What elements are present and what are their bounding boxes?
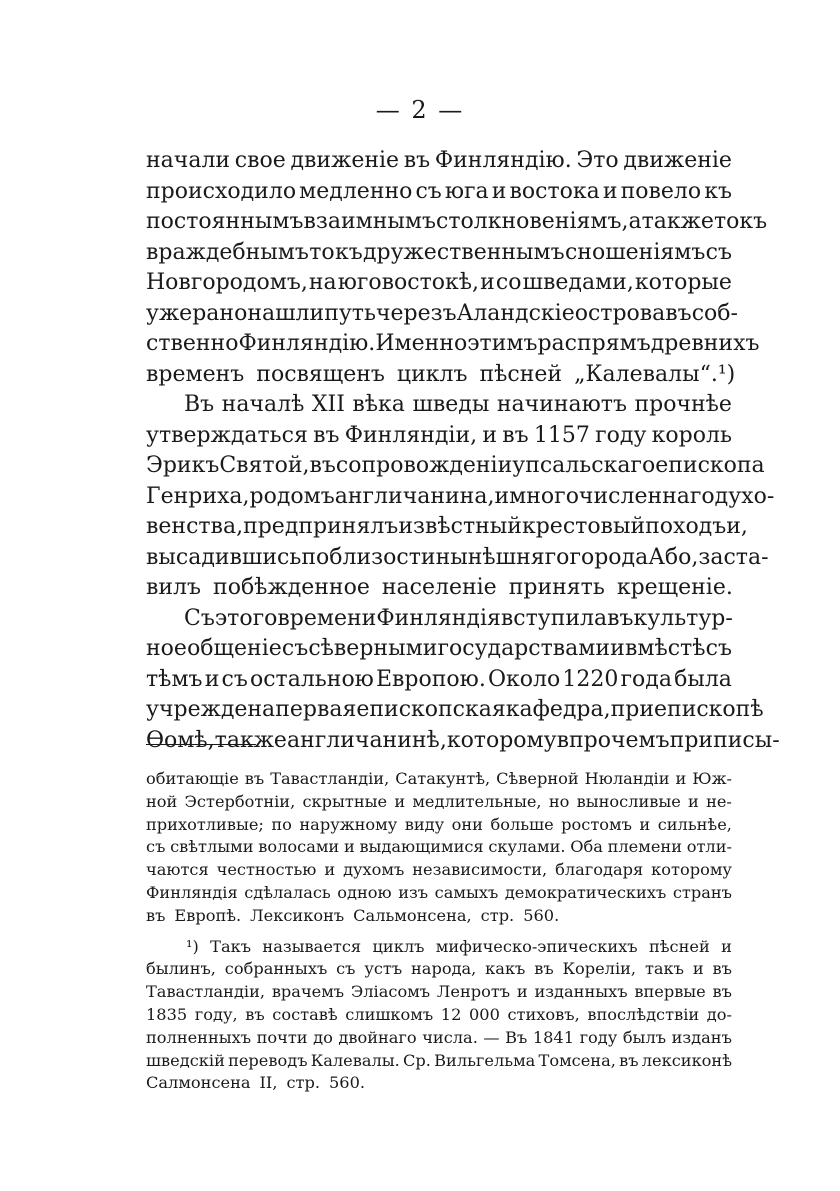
word: шведскiй [146, 1050, 225, 1070]
word: 000 [468, 1004, 500, 1024]
word: извѣстный [398, 514, 522, 539]
footnote-line [146, 958, 732, 981]
word: временъ [146, 361, 245, 387]
word: такъ [644, 959, 684, 979]
word: въ [403, 148, 431, 173]
word: Въ [184, 392, 215, 417]
word: въ [607, 605, 634, 631]
text-line [146, 207, 768, 238]
word: остальною [249, 666, 374, 692]
word: юговостокѣ, [337, 270, 480, 295]
word: къ [704, 178, 732, 204]
word: путь [324, 300, 376, 326]
word: ростомъ [561, 814, 632, 834]
paragraph-1 [146, 146, 768, 390]
word: также [214, 727, 287, 753]
word: Новгородомъ, [146, 270, 308, 295]
word: изданъ [671, 1027, 732, 1047]
word: въ [245, 1004, 265, 1024]
word: переводъ [228, 1050, 308, 1070]
word: самыхъ [434, 882, 499, 902]
word: востока [509, 178, 600, 204]
text-line [146, 512, 748, 543]
word: стр. [286, 1073, 320, 1093]
word: въ [619, 1050, 639, 1070]
word: Именно [375, 331, 468, 356]
word: государствами [437, 636, 611, 661]
word: медлительные, [412, 791, 542, 811]
word: черезъ [375, 300, 457, 326]
text-line [146, 634, 732, 665]
word: Финляндiя [146, 882, 238, 902]
page-number: — 2 — [375, 96, 465, 124]
word: то [713, 209, 740, 234]
word: ¹) [186, 936, 199, 956]
word: году [595, 422, 647, 448]
footnote-line [146, 882, 732, 905]
word: Финляндiи, [344, 422, 478, 448]
footnote-line [146, 768, 732, 791]
word: также [641, 209, 714, 234]
word: съ [705, 636, 732, 661]
word: Юж- [692, 769, 732, 788]
word: съ [281, 636, 309, 661]
word: епископѣ [654, 697, 764, 722]
word: сношенiямъ [564, 239, 706, 265]
word: Лексиконъ [250, 905, 345, 925]
word: родомъ [249, 483, 335, 509]
text-line [146, 726, 780, 757]
word: II, [259, 1073, 278, 1093]
footnote-line [146, 1050, 732, 1073]
word: врачемъ [271, 982, 345, 1002]
word: отли- [686, 837, 732, 857]
word: былинъ, [146, 959, 216, 979]
word: въ [309, 453, 336, 478]
word: юга [444, 178, 489, 204]
word: до- [706, 1004, 732, 1024]
word: Томсена, [538, 1050, 616, 1070]
word: выносливые [576, 791, 681, 811]
word: соб- [691, 300, 738, 326]
word: и [343, 837, 355, 857]
word: по [271, 814, 292, 834]
footnote-line [146, 791, 732, 814]
text-line [146, 543, 769, 574]
word: впервые [634, 982, 706, 1002]
word: начали [146, 148, 231, 173]
word: епископа [655, 453, 765, 478]
word: составѣ [272, 1004, 338, 1024]
word: Ленротъ [436, 982, 511, 1002]
word: духо- [714, 483, 775, 509]
word: Нюландiи [584, 769, 670, 788]
word: этимъ [467, 331, 538, 356]
word: взаимнымъ [303, 209, 437, 234]
word: прочнѣе [634, 392, 732, 417]
word: изъ [398, 882, 429, 902]
word: какъ [485, 959, 526, 979]
word: XII [311, 392, 345, 417]
word: и [692, 959, 704, 979]
text-line [146, 329, 760, 360]
word: въ [712, 982, 732, 1002]
word: почти [256, 1027, 308, 1047]
word: и [516, 982, 528, 1002]
word: шведами, [522, 270, 634, 295]
footnote-line [146, 936, 732, 959]
word: Эрикъ [146, 453, 220, 478]
word: по [301, 544, 330, 570]
word: слишкомъ [345, 1004, 434, 1024]
word: свѣтлыми [170, 837, 254, 857]
word: въ [665, 300, 692, 326]
word: постояннымъ [146, 209, 304, 234]
text-line [146, 482, 775, 513]
word: года [620, 666, 672, 692]
word: нынѣшняго [435, 544, 570, 570]
word: общенiе [187, 636, 282, 661]
word: утверждаться [146, 422, 308, 448]
word: впрочемъ [556, 727, 670, 753]
word: виду [404, 814, 445, 834]
word: въ [502, 422, 529, 448]
word: сдѣлалась [244, 882, 331, 902]
word: честностью [216, 860, 317, 880]
word: и [688, 791, 699, 811]
word: и [491, 178, 507, 204]
word: 560. [523, 905, 560, 925]
word: медленно [299, 178, 413, 204]
text-line [146, 695, 764, 726]
word: 12 [440, 1004, 462, 1024]
word: этого [214, 605, 278, 631]
word: выдающимися [359, 837, 484, 857]
word: съ [146, 837, 166, 857]
word: волосами [258, 837, 340, 857]
word: которому [446, 727, 557, 753]
word: году, [194, 1004, 238, 1024]
text-line [146, 146, 732, 177]
word: Тавастландiи, [146, 982, 266, 1002]
main-text [146, 146, 780, 756]
word: заста- [698, 544, 769, 570]
word: къ [334, 239, 363, 265]
word: — [483, 1027, 500, 1047]
footnotes [146, 768, 732, 1095]
word: съ [336, 959, 356, 979]
word: въ [244, 769, 265, 788]
word: съ [221, 666, 248, 692]
footnote-line [146, 905, 732, 928]
word: Такъ [210, 936, 252, 956]
text-line [146, 268, 732, 299]
text-line [146, 573, 732, 604]
word: ной [146, 791, 178, 811]
word: и, [726, 514, 748, 539]
word: Финляндiю. [238, 331, 376, 356]
word: 1841 [532, 1027, 575, 1047]
word: рано [192, 300, 248, 326]
word: вмѣстѣ [624, 636, 706, 661]
word: двойнаго [338, 1027, 417, 1047]
word: сѣверными [308, 636, 438, 661]
word: времени [277, 605, 377, 631]
word: первая [275, 697, 357, 722]
word: епископская [356, 697, 506, 722]
text-line [146, 451, 765, 482]
word: 1835 [146, 1004, 188, 1024]
word: 560. [329, 1073, 366, 1093]
word: племени [607, 837, 683, 857]
word: въ [712, 959, 732, 979]
word: то [309, 239, 335, 265]
word: съ [415, 178, 442, 204]
footnote-gap [146, 928, 732, 936]
word: при [610, 697, 655, 722]
word: скулами. [488, 837, 566, 857]
text-line [146, 390, 732, 421]
word: приписы- [669, 727, 780, 753]
word: англичанинѣ, [286, 727, 447, 753]
word: вступила [500, 605, 608, 631]
word: изданныхъ [534, 982, 628, 1002]
word: движенiе [623, 148, 732, 173]
word: острова [574, 300, 666, 326]
word: древнихъ [650, 331, 760, 356]
word: началѣ [221, 392, 305, 417]
word: полненныхъ [146, 1027, 252, 1047]
word: Сѣверной [496, 769, 579, 788]
footnote-continuation [146, 768, 732, 928]
word: благодаря [555, 860, 644, 880]
word: тѣмъ [146, 666, 203, 692]
text-line [146, 299, 738, 330]
word: на [308, 270, 337, 295]
word: принять [508, 575, 605, 600]
word: и [394, 791, 406, 811]
word: повело [620, 178, 702, 204]
word: упсальскаго [512, 453, 656, 478]
word: Сатакунтѣ, [395, 769, 491, 788]
word: Аландскiе [456, 300, 575, 326]
word: Святой, [219, 453, 310, 478]
word: и [494, 483, 510, 509]
word: Тавастландiи, [270, 769, 390, 788]
text-line [146, 177, 732, 208]
word: независимости, [412, 860, 548, 880]
word: Оба [570, 837, 603, 857]
footnote-separator [146, 744, 256, 745]
paragraph-2 [146, 390, 775, 604]
word: Элiасомъ [350, 982, 431, 1002]
word: циклъ [396, 361, 468, 387]
text-line [146, 421, 732, 452]
word: вилъ [146, 575, 202, 600]
word: посвященъ [256, 361, 385, 387]
word: и [204, 666, 220, 692]
word: Съ [184, 605, 215, 631]
word: и [610, 636, 625, 661]
word: Это [576, 148, 619, 173]
word: нашли [247, 300, 325, 326]
word: и [482, 422, 498, 448]
footnote-line [146, 836, 732, 859]
word: крестовый [521, 514, 646, 539]
word: и [639, 814, 651, 834]
word: дружественнымъ [362, 239, 565, 265]
word: и [602, 178, 618, 204]
word: происходило [146, 178, 297, 204]
word: уже [146, 300, 193, 326]
word: Европѣ. [174, 905, 242, 925]
word: а [628, 209, 642, 234]
word: учреждена [146, 697, 276, 722]
word: одною [337, 882, 392, 902]
word: ственно [146, 331, 239, 356]
word: Въ [505, 1027, 528, 1047]
text-line [146, 604, 732, 635]
word: и [721, 936, 732, 956]
word: король [651, 422, 732, 448]
word: и [324, 860, 336, 880]
footnote-line [146, 1027, 732, 1050]
text-line [146, 360, 736, 391]
text-line [146, 238, 732, 269]
word: стиховъ, [507, 1004, 580, 1024]
word: пѣсней [648, 936, 710, 956]
word: Финляндiю. [434, 148, 572, 173]
word: англичанина, [334, 483, 495, 509]
word: походъ [645, 514, 727, 539]
word: циклъ [372, 936, 425, 956]
word: кафедра, [505, 697, 611, 722]
word: со [495, 270, 522, 295]
word: называется [262, 936, 362, 956]
word: предпринялъ [243, 514, 399, 539]
word: высадившись [146, 544, 302, 570]
footnote-line [146, 981, 732, 1004]
footnote-line [146, 814, 732, 837]
word: въ [313, 422, 340, 448]
word: свое [234, 148, 286, 173]
word: съ [705, 239, 732, 265]
word: побѣжденное [213, 575, 370, 600]
word: скрытные [302, 791, 388, 811]
word: числа. [422, 1027, 478, 1047]
word: Эстерботнiи, [184, 791, 296, 811]
word: была [674, 666, 732, 692]
word: Ср. [403, 1050, 431, 1070]
word: вѣка [352, 392, 405, 417]
footnote-line [146, 859, 732, 882]
word: которые [634, 270, 732, 295]
word: многочисленнаго [509, 483, 715, 509]
text-line [146, 665, 732, 696]
word: 1157 [533, 422, 590, 448]
word: города [569, 544, 649, 570]
footnote-line [146, 1072, 732, 1095]
footnote-line [146, 1004, 732, 1027]
word: 1220 [562, 666, 619, 692]
word: начинаютъ [496, 392, 627, 417]
word: Европою. [375, 666, 486, 692]
word: населенiе [381, 575, 497, 600]
word: демократическихъ [504, 882, 667, 902]
word: близости [329, 544, 436, 570]
word: „Калевалы“.¹) [574, 361, 736, 387]
word: сопровожденiи [335, 453, 513, 478]
word: духомъ [343, 860, 405, 880]
word: прихотливые; [146, 814, 264, 834]
word: Вильгельма [434, 1050, 536, 1070]
word: обитающiе [146, 769, 239, 788]
word: стр. [480, 905, 515, 925]
word: устъ [364, 959, 403, 979]
word: крещенiе. [616, 575, 733, 600]
word: не- [706, 791, 732, 811]
word: которому [651, 860, 732, 880]
word: въ [534, 959, 554, 979]
word: Около [487, 666, 561, 692]
word: пѣсней [479, 361, 563, 387]
word: но [548, 791, 570, 811]
word: больше [490, 814, 554, 834]
word: Финляндiя [376, 605, 501, 631]
word: народа, [411, 959, 477, 979]
footnote-1 [146, 936, 732, 1096]
word: венства, [146, 514, 244, 539]
word: Кореліи, [562, 959, 637, 979]
word: ное [146, 636, 187, 661]
word: движенiе [290, 148, 400, 173]
word: до [313, 1027, 333, 1047]
word: Калевалы. [310, 1050, 400, 1070]
word: столкновенiямъ, [436, 209, 629, 234]
word: и [480, 270, 495, 295]
word: наружному [299, 814, 398, 834]
word: культур- [633, 605, 733, 631]
paragraph-3 [146, 604, 780, 757]
word: сильнѣе, [657, 814, 732, 834]
word: впослѣдствiи [587, 1004, 700, 1024]
word: лексиконѣ [641, 1050, 732, 1070]
word: они [451, 814, 483, 834]
word: Або, [648, 544, 699, 570]
word: Өомѣ, [146, 727, 215, 753]
word: Сальмонсена, [353, 905, 472, 925]
word: мифическо-эпическихъ [435, 936, 638, 956]
word: и [675, 769, 687, 788]
word: враждебнымъ [146, 239, 309, 265]
word: распрямъ [537, 331, 651, 356]
word: шведы [412, 392, 490, 417]
word: собранныхъ [224, 959, 328, 979]
word: Салмонсена [146, 1073, 251, 1093]
word: странъ [672, 882, 732, 902]
word: Генриха, [146, 483, 250, 509]
word: году [579, 1027, 618, 1047]
word: чаются [146, 860, 209, 880]
word: къ [739, 209, 768, 234]
word: былъ [622, 1027, 667, 1047]
word: въ [146, 905, 166, 925]
